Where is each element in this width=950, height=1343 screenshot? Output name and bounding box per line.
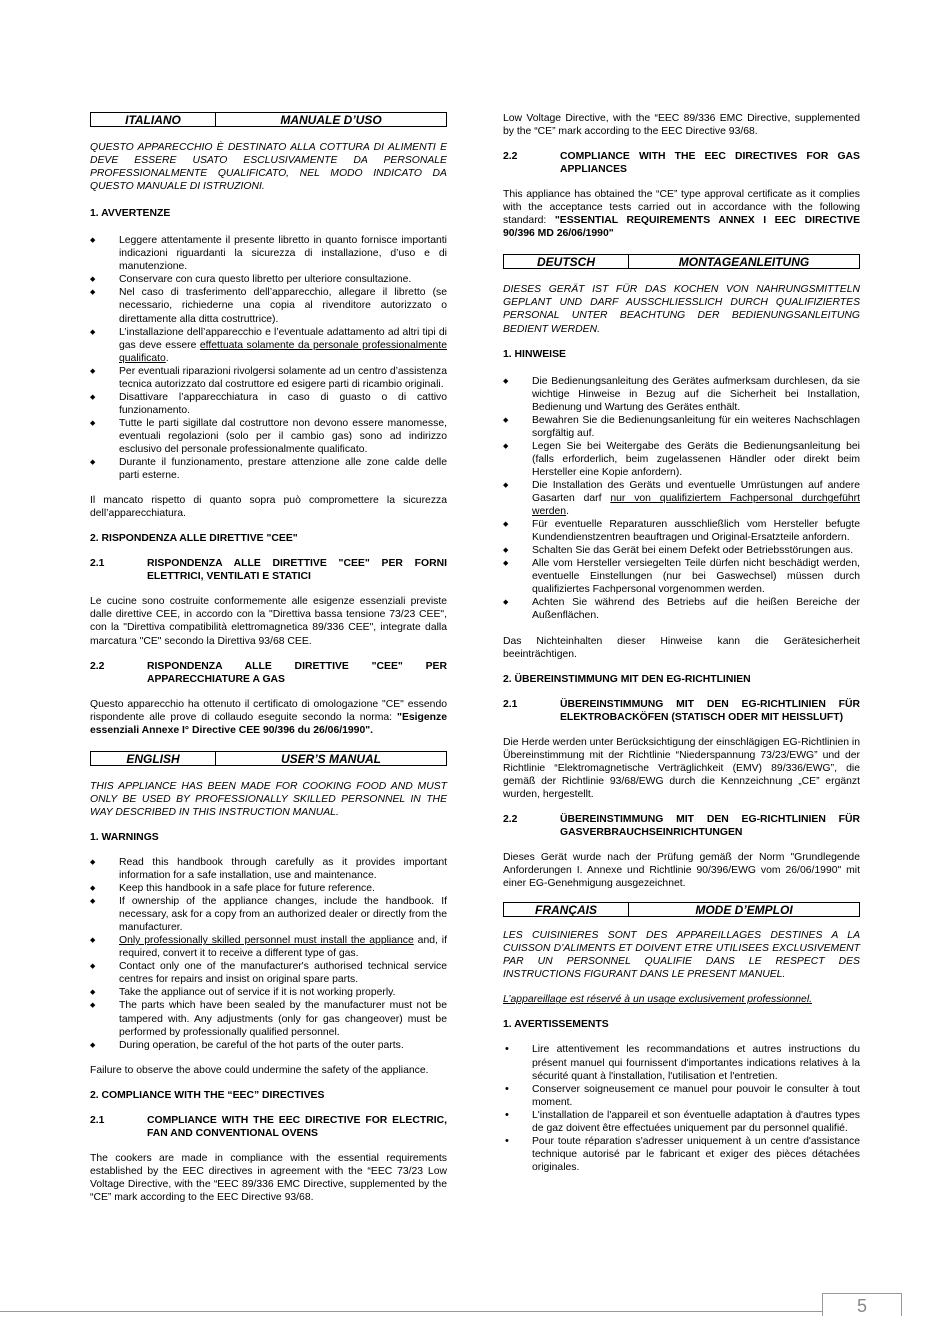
- section-header-deutsch: [503, 254, 860, 269]
- list-item: ◆ Conservare con cura questo libretto per ulteriore consultazione.: [90, 273, 447, 286]
- list-item: ◆ Take the appliance out of service if it is not working properly.: [90, 986, 447, 999]
- underlined-text: Only professionally skilled personnel must install the appliance: [119, 935, 414, 947]
- section-header-italiano: [90, 112, 447, 127]
- paragraph: The cookers are made in compliance with the essential requirements established by the EEC directives in agreement with the “EEC 73/23 Low Voltage Directive, with the “EEC 89/336 EMC Directive, supplemented by the “CE” mark according to the EEC Directive 93/68.: [90, 1152, 447, 1203]
- manual-title: MODE D’EMPLOI: [695, 903, 793, 918]
- subsection-heading: 2.1 COMPLIANCE WITH THE EEC DIRECTIVE FOR ELECTRIC, FAN AND CONVENTIONAL OVENS: [90, 1114, 447, 1139]
- page-number: 5: [822, 1293, 902, 1316]
- professional-use-note: L’appareillage est réservé à un usage exclusivement professionnel.: [503, 994, 813, 1006]
- subsection-heading: 2.2 COMPLIANCE WITH THE EEC DIRECTIVES FOR GAS APPLIANCES: [503, 151, 860, 176]
- section-header-english: [90, 751, 447, 766]
- closing-text: Il mancato rispetto di quanto sopra può compromettere la sicurezza dell’apparecchiatura.: [90, 495, 447, 520]
- warning-list: [90, 856, 447, 1052]
- section-heading: 1. HINWEISE: [503, 348, 566, 360]
- language-label: ITALIANO: [91, 113, 216, 126]
- list-item: ◆ Alle vom Hersteller versiegelten Teile dürfen nicht beschädigt werden, eventuelle Einstellungen (nur bei Gaswechsel) müssen durch qualifiziertes Fachpersonal vorgenommen werden.: [503, 557, 860, 596]
- subsection-heading: 2.1 ÜBEREINSTIMMUNG MIT DEN EG-RICHTLINIEN FÜR ELEKTROBACKÖFEN (STATISCH ODER MIT HEISSLUFT): [503, 698, 860, 723]
- list-item: ◆ Die Installation des Geräts und eventuelle Umrüstungen auf andere Gasarten darf nur von qualifiziertem Fachpersonal durchgeführt werden.: [503, 479, 860, 518]
- list-item: ◆ Tutte le parti sigillate dal costruttore non devono essere manomesse, eventuali regolazioni (solo per il cambio gas) sono ad indirizzo esclusivo del personale professionalmente qualificato.: [90, 417, 447, 456]
- warning-list: [90, 234, 447, 482]
- underlined-text: nur von qualifiziertem Fachpersonal durchgeführt werden: [532, 493, 860, 518]
- list-item: ◆ Keep this handbook in a safe place for future reference.: [90, 882, 447, 895]
- list-item: ◆ Per eventuali riparazioni rivolgersi solamente ad un centro d’assistenza tecnica autorizzato dal costruttore ed esigere parti di ricambio originali.: [90, 365, 447, 391]
- underlined-text: effettuata solamente da personale professionalmente qualificato: [119, 339, 447, 364]
- list-item: ◆ If ownership of the appliance changes, include the handbook. If necessary, ask for a copy from an authorized dealer or directly from the manufacturer.: [90, 895, 447, 934]
- language-label: ENGLISH: [91, 752, 216, 765]
- manual-title: USER’S MANUAL: [280, 751, 381, 766]
- list-item: ◆ L’installazione dell’apparecchio e l’eventuale adattamento ad altri tipi di gas deve essere effettuata solamente da personale professionalmente qualificato.: [90, 326, 447, 365]
- list-item: • Pour toute réparation s'adresser uniquement à un centre d'assistance technique autorisé par le fabricant et exiger des pièces détachées originales.: [503, 1135, 860, 1174]
- list-item: ◆ Durante il funzionamento, prestare attenzione alle zone calde delle parti esterne.: [90, 456, 447, 482]
- list-item: ◆ Für eventuelle Reparaturen ausschließlich vom Hersteller befugte Kundendienstzentren beauftragen und Original-Ersatzteile anfordern.: [503, 518, 860, 544]
- paragraph: Dieses Gerät wurde nach der Prüfung gemäß der Norm "Grundlegende Anforderungen I. Annexe und Richtlinie 90/396/EWG vom 26/06/1990" mit einer EG-Genehmigung ausgezeichnet.: [503, 852, 860, 890]
- list-item: ◆ During operation, be careful of the hot parts of the outer parts.: [90, 1039, 447, 1052]
- closing-text: Das Nichteinhalten dieser Hinweise kann die Gerätesicherheit beeinträchtigen.: [503, 635, 860, 660]
- closing-text: Failure to observe the above could undermine the safety of the appliance.: [90, 1064, 429, 1076]
- intro-text: QUESTO APPARECCHIO È DESTINATO ALLA COTTURA DI ALIMENTI E DEVE ESSERE USATO ESCLUSIVAMENTE DA PERSONALE PROFESSIONALMENTE QUALIFICATO, NEL MODO INDICATO DA QUESTO MANUALE DI ISTRUZIONI.: [90, 142, 447, 193]
- list-item: ◆ Nel caso di trasferimento dell’apparecchio, allegare il libretto (se necessario, richiederne una copia al rivenditore autorizzato o direttamente alla ditta costruttrice).: [90, 286, 447, 325]
- list-item: • L'installation de l'appareil et son éventuelle adaptation à d'autres types de gaz doivent être effectuées uniquement par du personnel qualifié.: [503, 1109, 860, 1135]
- paragraph: This appliance has obtained the “CE” type approval certificate as it complies with the acceptance tests carried out in accordance with the following standard: "ESSENTIAL REQUIREMENTS ANNEX I EEC DIRECTIVE 90/396 MD 26/06/1990": [503, 189, 860, 240]
- paragraph: Le cucine sono costruite conformemente alle esigenze essenziali previste dalle direttive CEE, in accordo con la "Direttiva bassa tensione 73/23 CEE", con la "Direttiva compatibilità elettromagnetica 89/336 CEE", integrate dalla marcatura "CE" secondo la Direttiva 93/68 CEE.: [90, 596, 447, 647]
- paragraph: Die Herde werden unter Berücksichtigung der einschlägigen EG-Richtlinien in Übereinstimmung mit der Richtlinie “Niederspannung 73/23/EWG” und der Richtlinie “Elektromagnetische Verträglichkeit (EMV) 89/336/EWG”, die gemäß der Richtlinie 93/68/EWG durch die Kennzeichnung „CE” ergänzt wurden, hergestellt.: [503, 736, 860, 800]
- intro-text: LES CUISINIERES SONT DES APPAREILLAGES DESTINES A LA CUISSON D’ALIMENTS ET DOIVENT ETRE UTILISEES EXCLUSIVEMENT PAR UN PERSONNEL QUALIFIE DANS LE RESPECT DES INSTRUCTIONS FIGURANT DANS LE PRESENT MANUEL.: [503, 930, 860, 981]
- section-heading: 2. ÜBEREINSTIMMUNG MIT DEN EG-RICHTLINIEN: [503, 673, 751, 685]
- intro-text: THIS APPLIANCE HAS BEEN MADE FOR COOKING FOOD AND MUST ONLY BE USED BY PROFESSIONALLY SKILLED PERSONNEL IN THE WAY DESCRIBED IN THIS INSTRUCTION MANUAL.: [90, 780, 447, 818]
- section-heading: 2. RISPONDENZA ALLE DIRETTIVE "CEE": [90, 533, 298, 545]
- subsection-heading: 2.2 RISPONDENZA ALLE DIRETTIVE "CEE" PER APPARECCHIATURE A GAS: [90, 660, 447, 685]
- language-label: DEUTSCH: [504, 255, 629, 268]
- section-heading: 1. AVERTISSEMENTS: [503, 1019, 609, 1031]
- subsection-heading: 2.2 ÜBEREINSTIMMUNG MIT DEN EG-RICHTLINIEN FÜR GASVERBRAUCHSEINRICHTUNGEN: [503, 813, 860, 839]
- manual-title: MANUALE D’USO: [280, 113, 382, 127]
- list-item: ◆ Read this handbook through carefully as it provides important information for a safe installation, use and maintenance.: [90, 856, 447, 882]
- list-item: ◆ Achten Sie während des Betriebs auf die heißen Bereiche der Außenflächen.: [503, 596, 860, 622]
- footer-rule: [0, 1311, 822, 1312]
- list-item: ◆ The parts which have been sealed by the manufacturer must not be tampered with. Any adjustments (only for gas changeover) must be performed by professionally qualified personnel.: [90, 999, 447, 1038]
- intro-text: DIESES GERÄT IST FÜR DAS KOCHEN VON NAHRUNGSMITTELN GEPLANT UND DARF AUSSCHLIESSLICH DURCH QUALIFIZIERTES PERSONAL UNTER BEACHTUNG DER BEDIENUNGSANLEITUNG BEDIENT WERDEN.: [503, 284, 860, 335]
- section-heading: 1. AVVERTENZE: [90, 208, 171, 220]
- warning-list: [503, 1043, 860, 1173]
- section-heading: 2. COMPLIANCE WITH THE “EEC” DIRECTIVES: [90, 1089, 325, 1101]
- list-item: ◆ Only professionally skilled personnel must install the appliance and, if required, convert it to receive a different type of gas.: [90, 934, 447, 960]
- list-item: ◆ Bewahren Sie die Bedienungsanleitung für ein weiteres Nachschlagen sorgfältig auf.: [503, 414, 860, 440]
- list-item: ◆ Disattivare l’apparecchiatura in caso di guasto o di cattivo funzionamento.: [90, 391, 447, 417]
- list-item: ◆ Legen Sie bei Weitergabe des Geräts die Bedienungsanleitung bei (falls erforderlich, beim zugelassenen Händler oder direkt beim Hersteller eine Kopie anfordern).: [503, 440, 860, 479]
- list-item: ◆ Contact only one of the manufacturer's authorised technical service centres for repairs and insist on original spare parts.: [90, 960, 447, 986]
- paragraph-continued: Low Voltage Directive, with the “EEC 89/336 EMC Directive, supplemented by the “CE” mark according to the EEC Directive 93/68.: [503, 113, 860, 138]
- list-item: ◆ Die Bedienungsanleitung des Gerätes aufmerksam durchlesen, da sie wichtige Hinweise in Bezug auf die Sicherheit bei Installation, Bedienung und Wartung des Gerätes enthält.: [503, 375, 860, 414]
- manual-title: MONTAGEANLEITUNG: [678, 255, 810, 270]
- language-label: FRANÇAIS: [504, 903, 629, 916]
- list-item: • Lire attentivement les recommandations et autres instructions du présent manuel qui fournissent d'importantes indications relatives à la sécurité quant à l'installation, l'utilisation et l'entretien.: [503, 1043, 860, 1082]
- right-column: [503, 112, 860, 1174]
- list-item: ◆ Leggere attentamente il presente libretto in quanto fornisce importanti indicazioni riguardanti la sicurezza di installazione, d’uso e di manutenzione.: [90, 234, 447, 273]
- left-column: [90, 112, 447, 1203]
- section-header-francais: [503, 902, 860, 917]
- list-item: • Conserver soigneusement ce manuel pour pouvoir le consulter à tout moment.: [503, 1083, 860, 1109]
- section-heading: 1. WARNINGS: [90, 831, 159, 843]
- list-item: ◆ Schalten Sie das Gerät bei einem Defekt oder Betriebsstörungen aus.: [503, 544, 860, 557]
- subsection-heading: 2.1 RISPONDENZA ALLE DIRETTIVE "CEE" PER FORNI ELETTRICI, VENTILATI E STATICI: [90, 558, 447, 583]
- paragraph: Questo apparecchio ha ottenuto il certificato di omologazione "CE" essendo rispondente alle prove di collaudo eseguite secondo la norma: "Esigenze essenziali Annexe I° Directive CEE 90/396 du 26/06/1990".: [90, 698, 447, 736]
- warning-list: [503, 375, 860, 623]
